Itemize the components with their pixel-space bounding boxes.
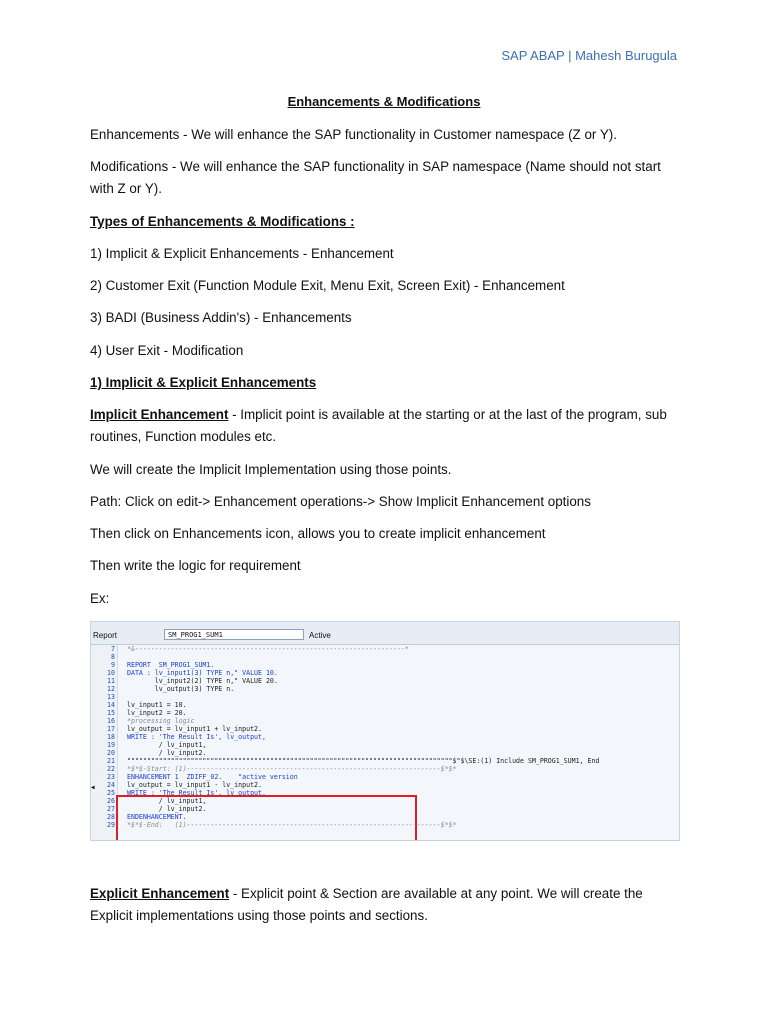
line-number: 11 [107,677,115,685]
status-label: Active [309,631,331,640]
create-implicit-text: We will create the Implicit Implementation using those points. [90,462,452,477]
line-number: 13 [107,693,115,701]
code-line [91,725,679,733]
type-item-1: 1) Implicit & Explicit Enhancements - Enhancement [90,246,394,261]
code-line [91,717,679,725]
line-number: 29 [107,821,115,829]
code-line [91,789,679,797]
code-text: / lv_input2. [127,749,207,757]
code-text: REPORT SM_PROG1_SUM1. [127,661,215,669]
code-text: WRITE : 'The Result Is', lv_output, [127,733,266,741]
code-line [91,821,679,829]
code-text: / lv_input1, [127,741,207,749]
enhancements-definition: Enhancements - We will enhance the SAP functionality in Customer namespace (Z or Y). [90,127,617,142]
code-body [91,645,679,841]
implicit-term: Implicit Enhancement [90,407,229,422]
code-line [91,669,679,677]
code-line [91,749,679,757]
code-editor-screenshot [90,621,680,841]
line-number: 21 [107,757,115,765]
document-header: SAP ABAP | Mahesh Burugula [501,48,677,63]
line-number: 18 [107,733,115,741]
implicit-description: - Implicit point is available at the starting or at the last of the program, sub routines, Function modules etc. [90,407,667,444]
code-text: lv_output = lv_input1 + lv_input2. [127,725,262,733]
code-line [91,765,679,773]
code-text: lv_input2 = 20. [127,709,187,717]
code-line [91,677,679,685]
explicit-term: Explicit Enhancement [90,886,230,901]
code-line [91,805,679,813]
program-name-field: SM_PROG1_SUM1 [164,629,304,640]
code-text: lv_output(3) TYPE n. [127,685,235,693]
line-number: 8 [111,653,115,661]
code-text: WRITE : 'The Result Is', lv_output, [127,789,266,797]
code-line [91,757,679,765]
code-line [91,781,679,789]
line-number: 10 [107,669,115,677]
code-line [91,773,679,781]
line-number: 25 [107,789,115,797]
code-text: / lv_input1, [127,797,207,805]
explicit-enhancement-paragraph [90,883,682,927]
code-text: lv_output = lv_input1 - lv_input2. [127,781,262,789]
types-heading: Types of Enhancements & Modifications : [90,214,355,229]
line-number: 17 [107,725,115,733]
line-number: 19 [107,741,115,749]
code-line [91,661,679,669]
line-number: 9 [111,661,115,669]
example-label: Ex: [90,591,110,606]
code-text: ENDENHANCEMENT. [127,813,187,821]
editor-toolbar [91,622,679,645]
line-number: 14 [107,701,115,709]
type-item-3: 3) BADI (Business Addin's) - Enhancements [90,310,352,325]
modifications-definition: Modifications - We will enhance the SAP functionality in SAP namespace (Name should not start with Z or Y). [90,159,661,196]
line-number: 20 [107,749,115,757]
code-line [91,741,679,749]
code-text: *processing logic [127,717,195,725]
code-line [91,653,679,661]
path-text: Path: Click on edit-> Enhancement operations-> Show Implicit Enhancement options [90,494,591,509]
code-line [91,813,679,821]
code-text: """"""""""""""""""""""""""""""""""""""""""""""""""""""""""""""""""""""""""""""""""$"$\SE:(1) Include SM_PROG1_SUM1, End [127,757,600,765]
report-label: Report [93,631,118,640]
line-number: 22 [107,765,115,773]
code-line [91,709,679,717]
line-number: 12 [107,685,115,693]
line-number: 28 [107,813,115,821]
explicit-description: - Explicit point & Section are available at any point. We will create the Explicit implementations using those points and sections. [90,886,643,923]
click-icon-text: Then click on Enhancements icon, allows you to create implicit enhancement [90,526,546,541]
code-text: *$*$-End: (1)----------------------------------------------------------------$*$* [127,821,457,829]
code-line [91,693,679,701]
code-line [91,733,679,741]
line-number: 7 [111,645,115,653]
code-text: lv_input2(2) TYPE n," VALUE 20. [127,677,278,685]
line-number: 24 [107,781,115,789]
code-text: DATA : lv_input1(3) TYPE n," VALUE 10. [127,669,278,677]
current-line-marker-icon: ◀ [91,784,95,791]
code-text: / lv_input2. [127,805,207,813]
code-line [91,685,679,693]
section-1-heading: 1) Implicit & Explicit Enhancements [90,375,317,390]
code-text: *$*$-Start: (1)----------------------------------------------------------------$*$* [127,765,457,773]
line-number: 23 [107,773,115,781]
type-item-4: 4) User Exit - Modification [90,343,244,358]
line-number: 15 [107,709,115,717]
write-logic-text: Then write the logic for requirement [90,558,301,573]
line-number: 26 [107,797,115,805]
type-item-2: 2) Customer Exit (Function Module Exit, Menu Exit, Screen Exit) - Enhancement [90,278,565,293]
code-line [91,701,679,709]
code-text: lv_input1 = 10. [127,701,187,709]
line-number: 27 [107,805,115,813]
line-number: 16 [107,717,115,725]
code-text: *&--------------------------------------------------------------------* [127,645,409,653]
code-line [91,797,679,805]
code-text: ENHANCEMENT 1 ZDIFF_02. "active version [127,773,298,781]
code-line [91,645,679,653]
implicit-enhancement-paragraph [90,404,682,448]
page-title: Enhancements & Modifications [287,94,481,109]
